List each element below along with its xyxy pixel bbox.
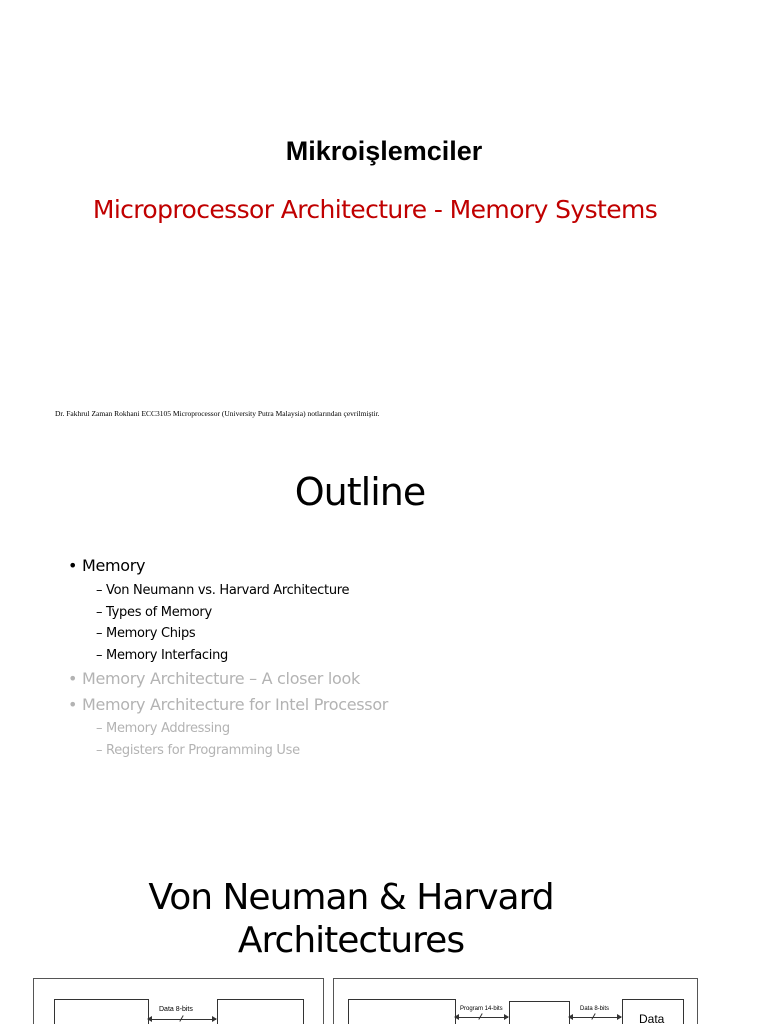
outline-subitem: – Memory Interfacing xyxy=(96,647,228,663)
architecture-title: Von Neuman & Harvard Architectures xyxy=(148,877,554,961)
outline-item: • Memory xyxy=(68,556,146,575)
program-bus-arrow xyxy=(455,1017,508,1018)
memory-box xyxy=(217,999,304,1024)
data-memory-box xyxy=(622,999,684,1024)
outline-subitem: – Memory Chips xyxy=(96,626,196,641)
outline-subitem: – Memory Addressing xyxy=(96,721,230,736)
cpu-box xyxy=(509,1001,570,1024)
von-neumann-diagram xyxy=(33,978,324,1024)
data-box-label: Data xyxy=(639,1012,665,1024)
architecture-slide xyxy=(0,830,768,1024)
program-bus-label: Program 14-bits xyxy=(460,1006,503,1012)
data-bus-arrow xyxy=(148,1019,216,1020)
credit-note: Dr. Fakhrul Zaman Rokhani ECC3105 Microprocessor (University Putra Malaysia) notlarından çevrilmiştir. xyxy=(55,409,380,418)
outline-subitem: – Registers for Programming Use xyxy=(96,742,300,758)
harvard-diagram xyxy=(333,978,698,1024)
outline-title: Outline xyxy=(294,470,426,514)
program-memory-box xyxy=(348,999,456,1024)
outline-list xyxy=(68,556,388,761)
bus-label: Data 8-bits xyxy=(159,1006,193,1013)
data-bus-label: Data 8-bits xyxy=(580,1006,610,1012)
cpu-box xyxy=(54,999,149,1024)
outline-slide xyxy=(0,440,768,790)
outline-subitem: – Types of Memory xyxy=(96,604,212,620)
outline-subitem: – Von Neumann vs. Harvard Architecture xyxy=(96,583,350,598)
slide-subtitle: Microprocessor Architecture - Memory Systems xyxy=(92,195,658,224)
slide-title: Mikroişlemciler xyxy=(285,136,483,166)
title-slide xyxy=(0,0,768,440)
outline-item: • Memory Architecture for Intel Processor xyxy=(68,695,389,714)
outline-item: • Memory Architecture – A closer look xyxy=(68,669,360,688)
data-bus-arrow xyxy=(569,1017,621,1018)
